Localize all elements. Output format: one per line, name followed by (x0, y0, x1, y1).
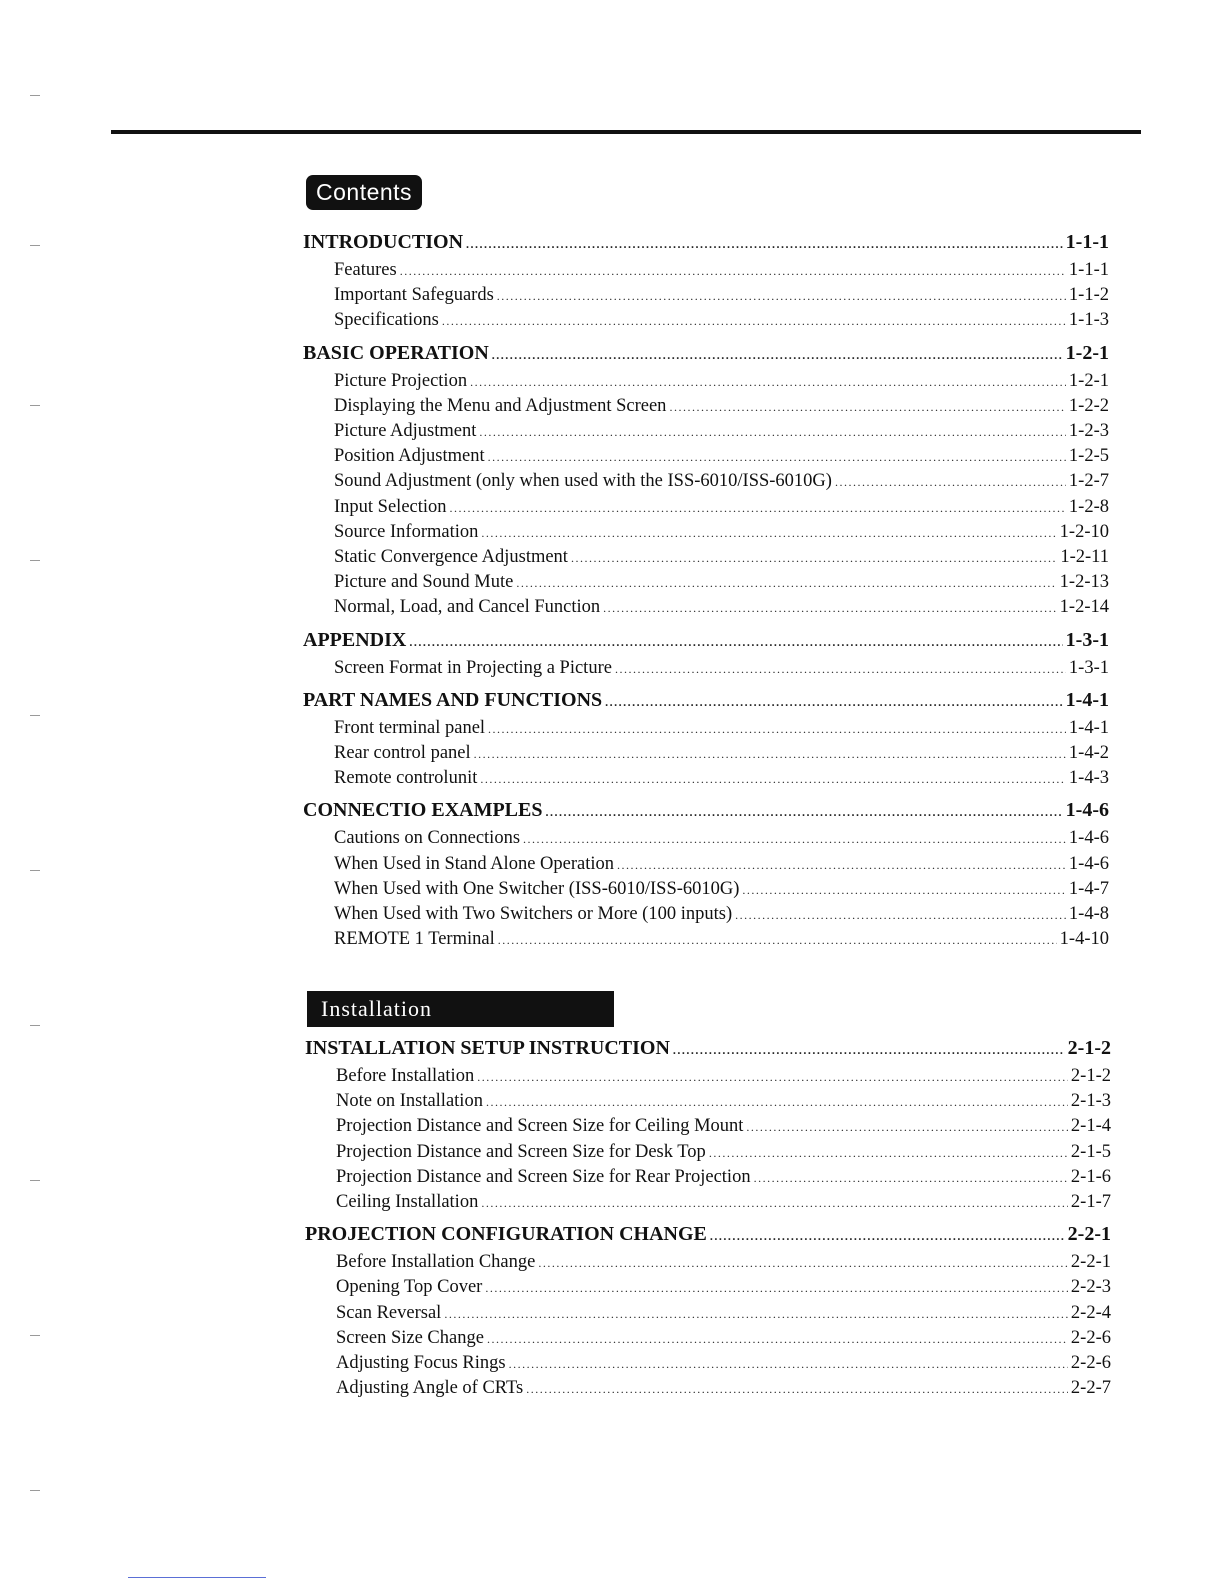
dot-leader (742, 878, 1066, 902)
entry-label: Features (334, 260, 397, 280)
dot-leader (673, 1037, 1065, 1064)
dot-leader (488, 717, 1066, 741)
section-page: 1-3-1 (1065, 628, 1109, 651)
section-title: INTRODUCTION (303, 231, 464, 253)
entry-label: REMOTE 1 Terminal (334, 929, 495, 950)
dot-leader (479, 420, 1066, 444)
dot-leader (617, 853, 1066, 877)
toc-section-heading[interactable] (303, 229, 1109, 258)
entry-page: 2-1-6 (1070, 1166, 1111, 1187)
entry-page: 1-4-3 (1068, 768, 1109, 789)
toc-section-installation-setup (305, 1035, 1111, 1215)
toc-entry[interactable] (305, 1140, 1111, 1165)
dot-leader (523, 827, 1066, 851)
toc-entry[interactable] (303, 520, 1109, 545)
toc-entry[interactable] (303, 283, 1109, 308)
entry-label: Opening Top Cover (336, 1277, 483, 1298)
entry-page: 1-2-11 (1060, 547, 1109, 568)
entry-label: Projection Distance and Screen Size for Ceiling Mount (336, 1116, 744, 1137)
entry-page: 1-2-10 (1059, 521, 1109, 542)
scan-mark (30, 405, 40, 406)
dot-leader (444, 1302, 1068, 1326)
toc-entry[interactable] (303, 394, 1109, 419)
scan-mark (30, 560, 40, 561)
contents-badge: Contents (306, 175, 422, 210)
entry-page: 1-1-1 (1068, 260, 1109, 280)
entry-page: 1-4-6 (1068, 853, 1109, 874)
entry-label: Sound Adjustment (only when used with the ISS-6010/ISS-6010G) (334, 471, 832, 492)
toc-section-projection-config (305, 1221, 1111, 1401)
toc-entry[interactable] (303, 902, 1109, 927)
entry-label: Static Convergence Adjustment (334, 547, 568, 568)
entry-page: 1-4-10 (1059, 929, 1109, 950)
toc-section-heading[interactable] (303, 797, 1109, 826)
entry-label: Cautions on Connections (334, 828, 521, 849)
dot-leader (516, 571, 1056, 595)
dot-leader (400, 259, 1066, 283)
dot-leader (710, 1223, 1065, 1250)
section-page: 1-4-6 (1065, 799, 1109, 822)
dot-leader (605, 689, 1063, 716)
entry-label: Adjusting Angle of CRTs (336, 1378, 524, 1399)
entry-label: Screen Size Change (336, 1327, 484, 1348)
toc-entry[interactable] (303, 716, 1109, 741)
dot-leader (545, 799, 1062, 826)
entry-label: Important Safeguards (334, 285, 494, 306)
toc-entry[interactable] (305, 1064, 1111, 1089)
dot-leader (487, 1327, 1068, 1351)
entry-page: 1-2-7 (1068, 471, 1109, 492)
toc-section-heading[interactable] (303, 340, 1109, 369)
entry-page: 1-2-13 (1059, 572, 1109, 593)
scan-mark (30, 1490, 40, 1491)
entry-page: 1-4-1 (1068, 717, 1109, 738)
entry-label: Projection Distance and Screen Size for Rear Projection (336, 1166, 751, 1187)
entry-label: When Used in Stand Alone Operation (334, 853, 615, 874)
toc-entry[interactable] (303, 369, 1109, 394)
dot-leader (492, 342, 1063, 369)
dot-leader (615, 657, 1066, 681)
dot-leader (538, 1251, 1068, 1275)
entry-page: 2-1-2 (1070, 1066, 1111, 1086)
section-title: PROJECTION CONFIGURATION CHANGE (305, 1223, 707, 1246)
toc-entry[interactable] (305, 1376, 1111, 1401)
toc-section-appendix (303, 627, 1109, 681)
entry-label: Adjusting Focus Rings (336, 1353, 506, 1374)
scan-mark (30, 715, 40, 716)
dot-leader (485, 1276, 1068, 1300)
entry-label: Projection Distance and Screen Size for Desk Top (336, 1141, 706, 1162)
scan-mark (30, 1025, 40, 1026)
entry-page: 1-1-2 (1068, 285, 1109, 306)
dot-leader (754, 1166, 1068, 1190)
dot-leader (709, 1141, 1068, 1165)
toc-entry[interactable] (303, 469, 1109, 494)
section-page: 1-2-1 (1065, 341, 1109, 364)
entry-label: Screen Format in Projecting a Picture (334, 657, 612, 678)
entry-page: 2-1-7 (1070, 1192, 1111, 1213)
section-title: CONNECTIO EXAMPLES (303, 799, 543, 822)
section-title: INSTALLATION SETUP INSTRUCTION (305, 1037, 670, 1059)
entry-page: 2-2-4 (1070, 1302, 1111, 1323)
dot-leader (603, 596, 1057, 620)
scan-mark (30, 1335, 40, 1336)
entry-page: 1-4-2 (1068, 743, 1109, 764)
toc-entry[interactable] (305, 1301, 1111, 1326)
entry-label: Before Installation Change (336, 1252, 536, 1273)
toc-entry[interactable] (303, 545, 1109, 570)
dot-leader (735, 903, 1066, 927)
section-title: BASIC OPERATION (303, 341, 489, 364)
dot-leader (486, 1090, 1068, 1114)
toc-entry[interactable] (303, 656, 1109, 681)
entry-label: Input Selection (334, 496, 447, 517)
entry-label: Scan Reversal (336, 1302, 442, 1323)
entry-page: 2-1-5 (1070, 1141, 1111, 1162)
scan-mark (30, 95, 40, 96)
section-title: PART NAMES AND FUNCTIONS (303, 688, 603, 711)
entry-label: Picture and Sound Mute (334, 572, 514, 593)
toc-entry[interactable] (305, 1275, 1111, 1300)
dot-leader (450, 496, 1066, 520)
toc-entry[interactable] (303, 852, 1109, 877)
scan-mark (30, 1180, 40, 1181)
entry-page: 2-2-3 (1070, 1277, 1111, 1298)
entry-label: Before Installation (336, 1066, 475, 1086)
toc-entry[interactable] (303, 927, 1109, 952)
toc-entry[interactable] (303, 419, 1109, 444)
entry-page: 1-1-3 (1068, 310, 1109, 331)
bottom-link-underline (128, 1577, 266, 1578)
dot-leader (442, 309, 1066, 333)
dot-leader (480, 767, 1066, 791)
dot-leader (481, 521, 1056, 545)
section-page: 1-1-1 (1065, 231, 1109, 253)
toc-entry[interactable] (305, 1165, 1111, 1190)
entry-label: Normal, Load, and Cancel Function (334, 597, 601, 618)
toc-entry[interactable] (303, 766, 1109, 791)
entry-page: 1-2-8 (1068, 496, 1109, 517)
toc-entry[interactable] (303, 444, 1109, 469)
section-page: 2-2-1 (1067, 1223, 1111, 1246)
entry-label: Picture Projection (334, 370, 468, 391)
toc-entry[interactable] (305, 1114, 1111, 1139)
entry-label: Specifications (334, 310, 439, 331)
toc-entry[interactable] (305, 1351, 1111, 1376)
entry-label: Position Adjustment (334, 446, 485, 467)
entry-label: Picture Adjustment (334, 421, 477, 442)
toc-group-2 (305, 1035, 1111, 1407)
dot-leader (526, 1377, 1068, 1401)
dot-leader (474, 742, 1066, 766)
entry-page: 1-2-14 (1059, 597, 1109, 618)
entry-page: 1-2-3 (1068, 421, 1109, 442)
entry-page: 1-4-6 (1068, 828, 1109, 849)
entry-page: 1-4-8 (1068, 904, 1109, 925)
toc-section-heading[interactable] (305, 1221, 1111, 1250)
toc-group-1 (303, 229, 1109, 958)
dot-leader (746, 1115, 1068, 1139)
toc-section-part-names (303, 687, 1109, 792)
toc-section-heading[interactable] (303, 687, 1109, 716)
entry-label: When Used with Two Switchers or More (100 inputs) (334, 904, 733, 925)
entry-label: Remote controlunit (334, 768, 478, 789)
entry-page: 1-2-2 (1068, 395, 1109, 416)
toc-entry[interactable] (303, 877, 1109, 902)
dot-leader (488, 445, 1066, 469)
entry-page: 1-4-7 (1068, 878, 1109, 899)
entry-page: 2-2-7 (1070, 1378, 1111, 1399)
toc-section-introduction (303, 229, 1109, 334)
toc-entry[interactable] (303, 741, 1109, 766)
installation-badge: Installation (307, 991, 614, 1027)
toc-entry[interactable] (303, 570, 1109, 595)
dot-leader (669, 395, 1065, 419)
entry-page: 2-2-6 (1070, 1353, 1111, 1374)
dot-leader (481, 1191, 1068, 1215)
toc-entry[interactable] (305, 1089, 1111, 1114)
dot-leader (409, 629, 1062, 656)
toc-section-connection-examples (303, 797, 1109, 952)
entry-page: 2-2-6 (1070, 1327, 1111, 1348)
toc-entry[interactable] (303, 595, 1109, 620)
entry-page: 1-2-1 (1068, 370, 1109, 391)
top-horizontal-rule (111, 130, 1141, 134)
scan-mark (30, 870, 40, 871)
toc-entry[interactable] (305, 1326, 1111, 1351)
dot-leader (571, 546, 1057, 570)
entry-label: Note on Installation (336, 1091, 483, 1112)
toc-entry[interactable] (303, 258, 1109, 283)
section-title: APPENDIX (303, 628, 407, 651)
dot-leader (498, 928, 1057, 952)
entry-page: 1-3-1 (1068, 657, 1109, 678)
section-page: 1-4-1 (1065, 688, 1109, 711)
dot-leader (477, 1065, 1068, 1089)
dot-leader (509, 1352, 1068, 1376)
toc-entry[interactable] (303, 495, 1109, 520)
scan-mark (30, 245, 40, 246)
entry-label: Rear control panel (334, 743, 471, 764)
toc-entry[interactable] (303, 826, 1109, 851)
entry-label: When Used with One Switcher (ISS-6010/ISS-6010G) (334, 878, 740, 899)
entry-page: 1-2-5 (1068, 446, 1109, 467)
dot-leader (470, 370, 1066, 394)
toc-section-basic-operation (303, 340, 1109, 621)
entry-page: 2-2-1 (1070, 1252, 1111, 1273)
toc-entry[interactable] (303, 308, 1109, 333)
dot-leader (466, 231, 1063, 258)
dot-leader (835, 470, 1066, 494)
entry-page: 2-1-4 (1070, 1116, 1111, 1137)
toc-entry[interactable] (305, 1190, 1111, 1215)
entry-page: 2-1-3 (1070, 1091, 1111, 1112)
entry-label: Displaying the Menu and Adjustment Screen (334, 395, 667, 416)
toc-entry[interactable] (305, 1250, 1111, 1275)
toc-section-heading[interactable] (305, 1035, 1111, 1064)
section-page: 2-1-2 (1067, 1037, 1111, 1059)
entry-label: Source Information (334, 521, 479, 542)
dot-leader (497, 284, 1066, 308)
entry-label: Ceiling Installation (336, 1192, 479, 1213)
entry-label: Front terminal panel (334, 717, 486, 738)
toc-section-heading[interactable] (303, 627, 1109, 656)
